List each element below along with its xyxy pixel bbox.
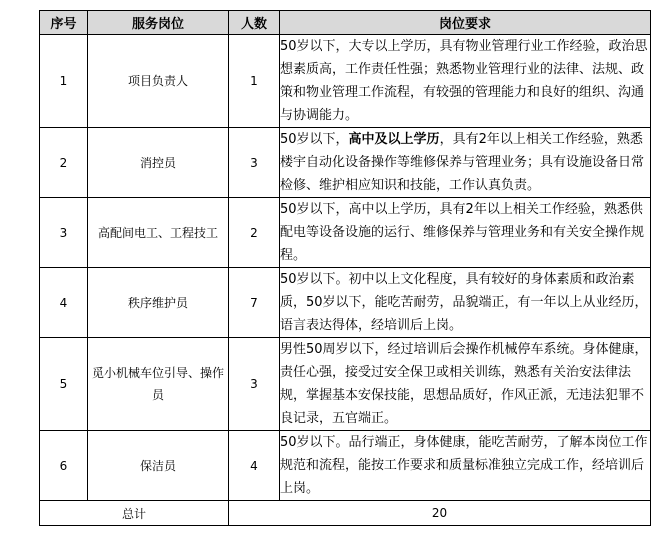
header-post: 服务岗位	[88, 11, 229, 35]
row-no: 1	[40, 35, 88, 128]
total-row	[40, 501, 651, 526]
row-no: 6	[40, 431, 88, 501]
requirement-text-pre: 50岁以下，	[280, 132, 349, 147]
table-row	[40, 268, 651, 338]
table-row	[40, 35, 651, 128]
header-no: 序号	[40, 11, 88, 35]
row-post: 觅小机械车位引导、操作员	[88, 338, 229, 431]
staffing-table	[39, 10, 651, 526]
row-count: 7	[229, 268, 280, 338]
row-no: 5	[40, 338, 88, 431]
header-requirement: 岗位要求	[280, 11, 651, 35]
row-requirement: 50岁以下。初中以上文化程度，具有较好的身体素质和政治素质，50岁以下，能吃苦耐劳，品貌端正，有一年以上从业经历，语言表达得体，经培训后上岗。	[280, 268, 651, 338]
row-count: 1	[229, 35, 280, 128]
total-label: 总计	[40, 501, 229, 526]
row-count: 3	[229, 128, 280, 198]
row-count: 4	[229, 431, 280, 501]
row-requirement: 50岁以下，大专以上学历，具有物业管理行业工作经验，政治思想素质高，工作责任性强；熟悉物业管理行业的法律、法规、政策和物业管理工作流程，有较强的管理能力和良好的组织、沟通与协调能力。	[280, 35, 651, 128]
requirement-text-post: ，具有2年以上相关工作经验，熟悉楼宇自动化设备操作等维修保养与管理业务；具有设施设备日常检修、维护相应知识和技能，工作认真负责。	[280, 132, 645, 193]
table-header-row	[40, 11, 651, 35]
table-row	[40, 128, 651, 198]
table-row	[40, 431, 651, 501]
row-no: 3	[40, 198, 88, 268]
requirement-text-bold: 高中及以上学历	[348, 132, 440, 147]
total-value: 20	[229, 501, 651, 526]
row-post: 保洁员	[88, 431, 229, 501]
table-row	[40, 338, 651, 431]
row-count: 3	[229, 338, 280, 431]
row-requirement: 男性50周岁以下，经过培训后会操作机械停车系统。身体健康，责任心强，接受过安全保卫或相关训练，熟悉有关治安法律法规，掌握基本安保技能，思想品质好，作风正派，无违法犯罪不良记录，五官端正。	[280, 338, 651, 431]
row-post: 项目负责人	[88, 35, 229, 128]
row-requirement: 50岁以下。品行端正，身体健康，能吃苦耐劳，了解本岗位工作规范和流程，能按工作要求和质量标准独立完成工作，经培训后上岗。	[280, 431, 651, 501]
row-requirement	[280, 128, 651, 198]
row-post: 秩序维护员	[88, 268, 229, 338]
row-count: 2	[229, 198, 280, 268]
row-post: 消控员	[88, 128, 229, 198]
table-row	[40, 198, 651, 268]
row-post: 高配间电工、工程技工	[88, 198, 229, 268]
header-count: 人数	[229, 11, 280, 35]
row-requirement: 50岁以下，高中以上学历，具有2年以上相关工作经验，熟悉供配电等设备设施的运行、维修保养与管理业务和有关安全操作规程。	[280, 198, 651, 268]
row-no: 4	[40, 268, 88, 338]
row-no: 2	[40, 128, 88, 198]
